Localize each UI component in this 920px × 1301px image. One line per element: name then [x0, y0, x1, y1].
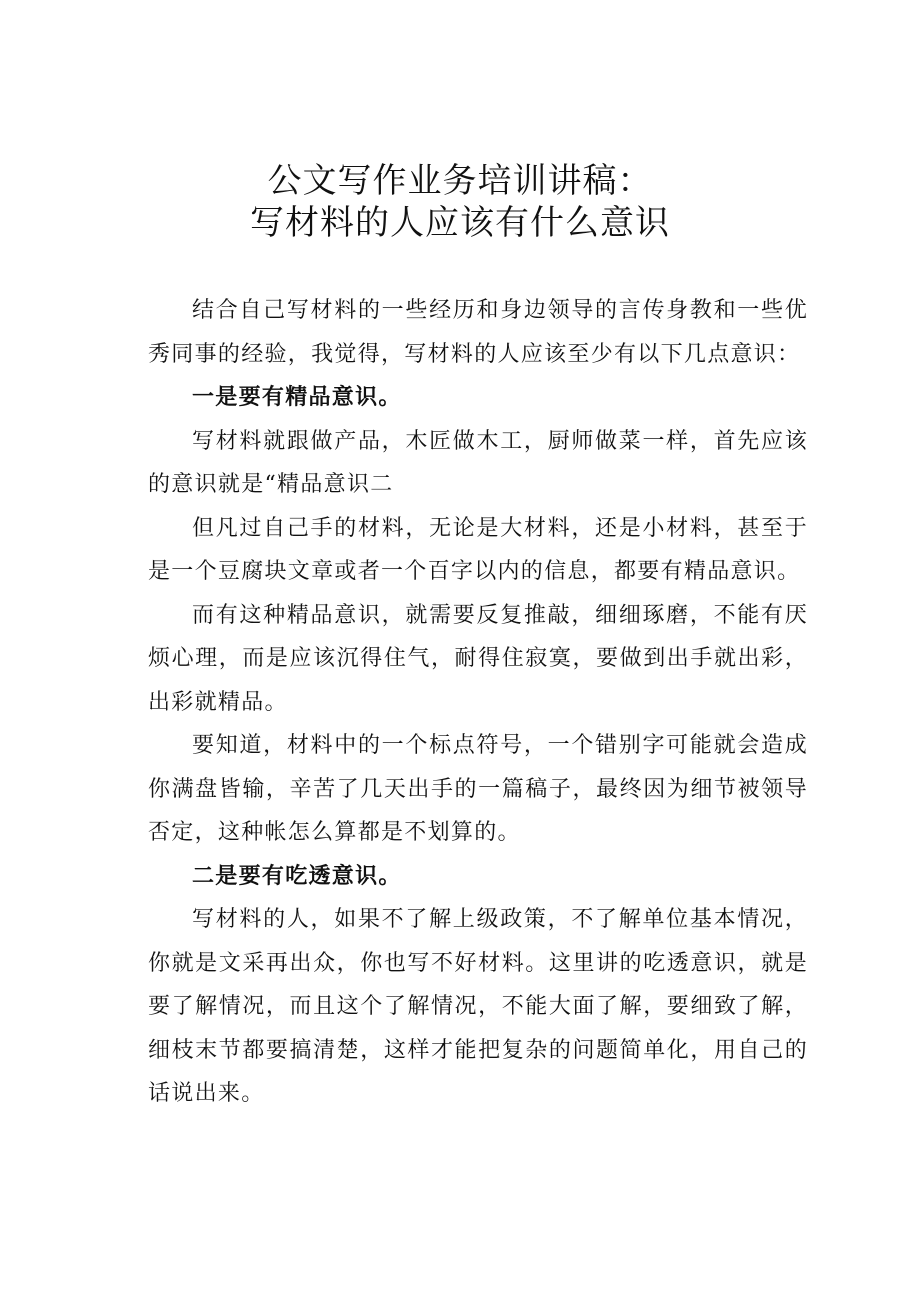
body-paragraph: 而有这种精品意识，就需要反复推敲，细细琢磨，不能有厌烦心理，而是应该沉得住气，耐得住寂寞，要做到出手就出彩，出彩就精品。	[148, 602, 808, 715]
section-heading-2: 二是要有吃透意识。	[192, 863, 402, 889]
body-paragraph: 写材料的人，如果不了解上级政策，不了解单位基本情况，你就是文采再出众，你也写不好材料。这里讲的吃透意识，就是要了解情况，而且这个了解情况，不能大面了解，要细致了解，细枝末节都要搞清楚，这样才能把复杂的问题简单化，用自己的话说出来。	[148, 907, 808, 1106]
section-heading-1: 一是要有精品意识。	[192, 385, 402, 410]
document-title-line-1: 公文写作业务培训讲稿：	[267, 161, 653, 201]
body-paragraph: 要知道，材料中的一个标点符号，一个错别字可能就会造成你满盘皆输，辛苦了几天出手的一篇稿子，最终因为细节被领导否定，这种帐怎么算都是不划算的。	[148, 733, 808, 845]
document-title-line-2: 写材料的人应该有什么意识	[250, 203, 670, 243]
document-body	[148, 289, 808, 1116]
body-paragraph: 写材料就跟做产品，木匠做木工，厨师做菜一样，首先应该的意识就是“精品意识二	[148, 428, 808, 497]
intro-paragraph: 结合自己写材料的一些经历和身边领导的言传身教和一些优秀同事的经验，我觉得，写材料的人应该至少有以下几点意识：	[148, 298, 808, 367]
body-paragraph: 但凡过自己手的材料，无论是大材料，还是小材料，甚至于是一个豆腐块文章或者一个百字以内的信息，都要有精品意识。	[148, 515, 808, 584]
